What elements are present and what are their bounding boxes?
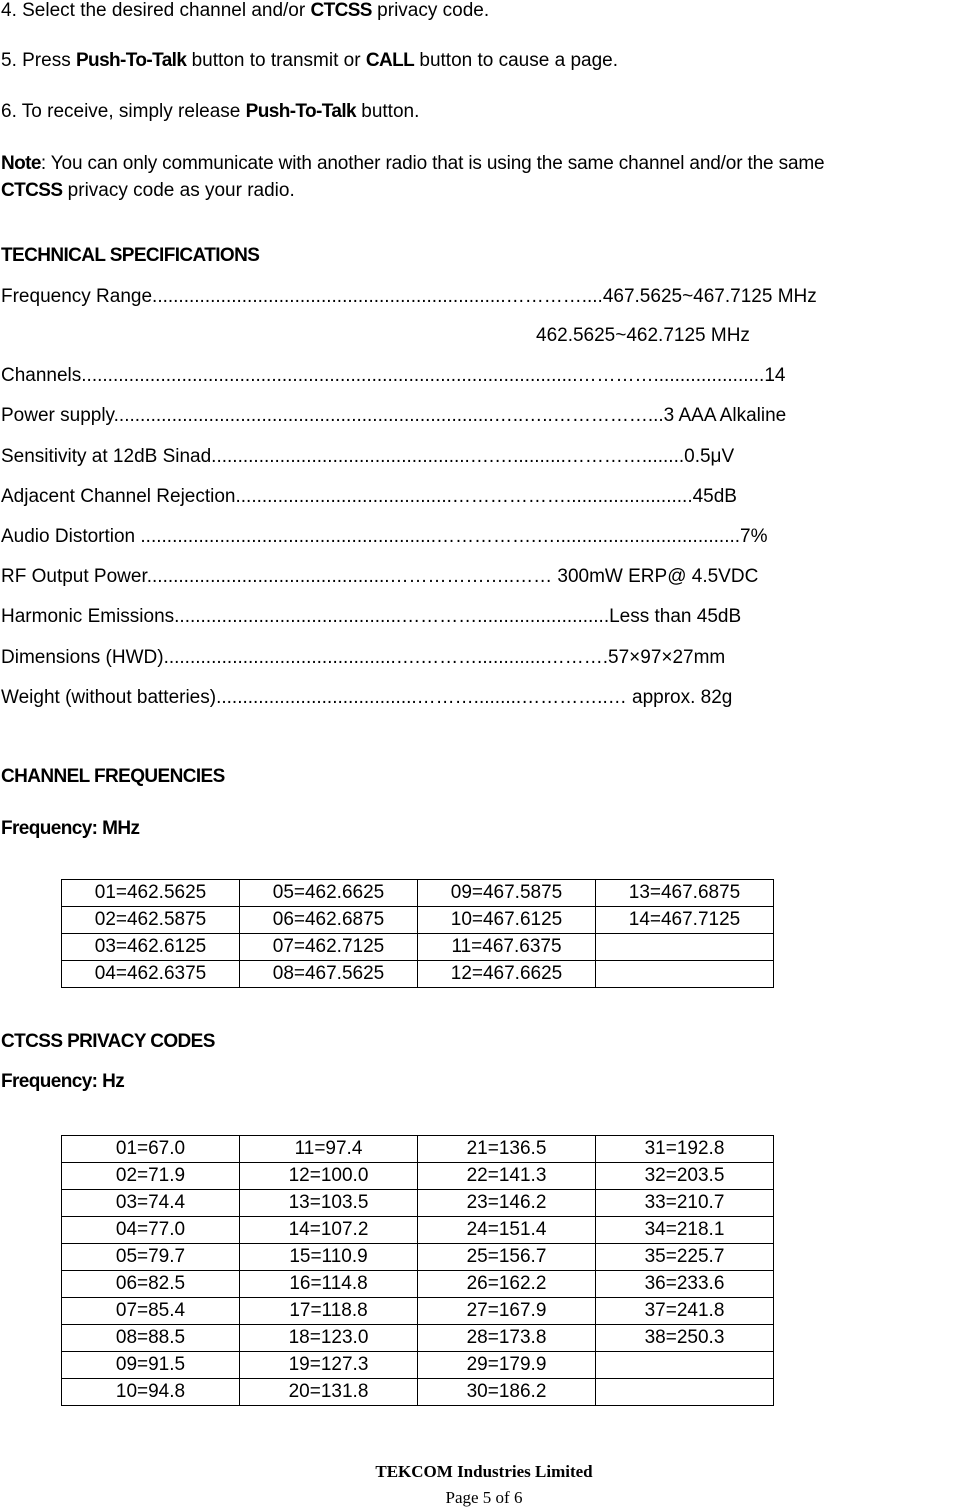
table-cell: [596, 1352, 774, 1379]
table-cell: 11=97.4: [240, 1136, 418, 1163]
table-cell: [596, 1379, 774, 1406]
table-cell: 18=123.0: [240, 1325, 418, 1352]
step-4: 4. Select the desired channel and/or CTCSS privacy code.: [1, 0, 490, 21]
table-cell: 12=100.0: [240, 1163, 418, 1190]
table-cell: 02=71.9: [62, 1163, 240, 1190]
table-cell: 26=162.2: [418, 1271, 596, 1298]
ctcss-code-table: [61, 1135, 774, 1406]
table-cell: 13=103.5: [240, 1190, 418, 1217]
table-cell: 23=146.2: [418, 1190, 596, 1217]
note-line-2: CTCSS privacy code as your radio.: [1, 180, 295, 201]
table-cell: 06=462.6875: [240, 907, 418, 934]
table-cell: 06=82.5: [62, 1271, 240, 1298]
table-row: [62, 1163, 774, 1190]
note-line-1: Note: You can only communicate with another radio that is using the same channel and/or the same: [1, 153, 825, 174]
table-cell: 20=131.8: [240, 1379, 418, 1406]
table-cell: 32=203.5: [596, 1163, 774, 1190]
table-cell: 21=136.5: [418, 1136, 596, 1163]
table-cell: 08=88.5: [62, 1325, 240, 1352]
table-cell: 37=241.8: [596, 1298, 774, 1325]
table-cell: 38=250.3: [596, 1325, 774, 1352]
table-row: [62, 1271, 774, 1298]
table-cell: 05=79.7: [62, 1244, 240, 1271]
table-row: [62, 1379, 774, 1406]
table-cell: 08=467.5625: [240, 961, 418, 988]
table-cell: 03=462.6125: [62, 934, 240, 961]
table-cell: 09=91.5: [62, 1352, 240, 1379]
spec-rf-output: RF Output Power..............................................………………..…… 300mW ERP@ 4.5VDC: [1, 566, 759, 587]
table-cell: 22=141.3: [418, 1163, 596, 1190]
step-5: 5. Press Push-To-Talk button to transmit or CALL button to cause a page.: [1, 50, 618, 71]
spec-dimensions: Dimensions (HWD)............................................….……….............……….57×97×27mm: [1, 647, 726, 668]
table-cell: 33=210.7: [596, 1190, 774, 1217]
spec-channels: Channels..............................................................................................………….....................14: [1, 365, 786, 386]
spec-audio-distortion: Audio Distortion ........................................................…………….…...................................7%: [1, 526, 768, 547]
spec-frequency-range: Frequency Range...................................................................…………....467.5625~467.7125 MHz: [1, 286, 817, 307]
footer-company: TEKCOM Industries Limited: [375, 1462, 593, 1481]
table-row: [62, 934, 774, 961]
table-cell: 05=462.6625: [240, 880, 418, 907]
table-row: [62, 1136, 774, 1163]
spec-frequency-range-2: 462.5625~462.7125 MHz: [536, 325, 750, 346]
table-cell: 11=467.6375: [418, 934, 596, 961]
ctcss-subheading: Frequency: Hz: [1, 1071, 125, 1092]
table-cell: 04=462.6375: [62, 961, 240, 988]
table-cell: 16=114.8: [240, 1271, 418, 1298]
table-cell: 02=462.5875: [62, 907, 240, 934]
table-cell: 01=67.0: [62, 1136, 240, 1163]
table-cell: 34=218.1: [596, 1217, 774, 1244]
ctcss-heading: CTCSS PRIVACY CODES: [1, 1031, 215, 1052]
spec-sensitivity: Sensitivity at 12dB Sinad.................................................….…..........…………........0.5μV: [1, 446, 735, 467]
table-cell: 25=156.7: [418, 1244, 596, 1271]
table-cell: 17=118.8: [240, 1298, 418, 1325]
table-row: [62, 907, 774, 934]
channel-freq-heading: CHANNEL FREQUENCIES: [1, 766, 225, 787]
table-cell: 31=192.8: [596, 1136, 774, 1163]
table-cell: 14=467.7125: [596, 907, 774, 934]
spec-harmonic: Harmonic Emissions...........................................………….........................Less than 45dB: [1, 606, 742, 627]
table-cell: 07=85.4: [62, 1298, 240, 1325]
table-cell: 24=151.4: [418, 1217, 596, 1244]
table-cell: 07=462.7125: [240, 934, 418, 961]
table-cell: 14=107.2: [240, 1217, 418, 1244]
table-row: [62, 1352, 774, 1379]
table-row: [62, 880, 774, 907]
table-row: [62, 1190, 774, 1217]
table-cell: 28=173.8: [418, 1325, 596, 1352]
table-cell: 04=77.0: [62, 1217, 240, 1244]
table-cell: 27=167.9: [418, 1298, 596, 1325]
footer-page-number: Page 5 of 6: [445, 1488, 523, 1507]
table-cell: 30=186.2: [418, 1379, 596, 1406]
table-cell: 03=74.4: [62, 1190, 240, 1217]
table-cell: 36=233.6: [596, 1271, 774, 1298]
step-6: 6. To receive, simply release Push-To-Talk button.: [1, 101, 420, 122]
channel-freq-subheading: Frequency: MHz: [1, 818, 140, 839]
table-row: [62, 1325, 774, 1352]
table-cell: 19=127.3: [240, 1352, 418, 1379]
table-row: [62, 961, 774, 988]
table-cell: 35=225.7: [596, 1244, 774, 1271]
table-cell: 10=467.6125: [418, 907, 596, 934]
table-cell: 12=467.6625: [418, 961, 596, 988]
table-cell: [596, 934, 774, 961]
table-row: [62, 1298, 774, 1325]
tech-specs-heading: TECHNICAL SPECIFICATIONS: [1, 245, 260, 266]
table-cell: 13=467.6875: [596, 880, 774, 907]
spec-weight: Weight (without batteries)......................................……….........…………..… approx. 82g: [1, 687, 733, 708]
table-cell: 29=179.9: [418, 1352, 596, 1379]
table-cell: 01=462.5625: [62, 880, 240, 907]
table-row: [62, 1217, 774, 1244]
table-row: [62, 1244, 774, 1271]
channel-frequency-table: [61, 879, 774, 988]
spec-power-supply: Power supply........................................................................…..…..……………...3 AAA Alkaline: [1, 405, 787, 426]
table-cell: [596, 961, 774, 988]
table-cell: 09=467.5875: [418, 880, 596, 907]
table-cell: 15=110.9: [240, 1244, 418, 1271]
spec-adjacent-channel: Adjacent Channel Rejection.........................................………………........................45dB: [1, 486, 737, 507]
table-cell: 10=94.8: [62, 1379, 240, 1406]
